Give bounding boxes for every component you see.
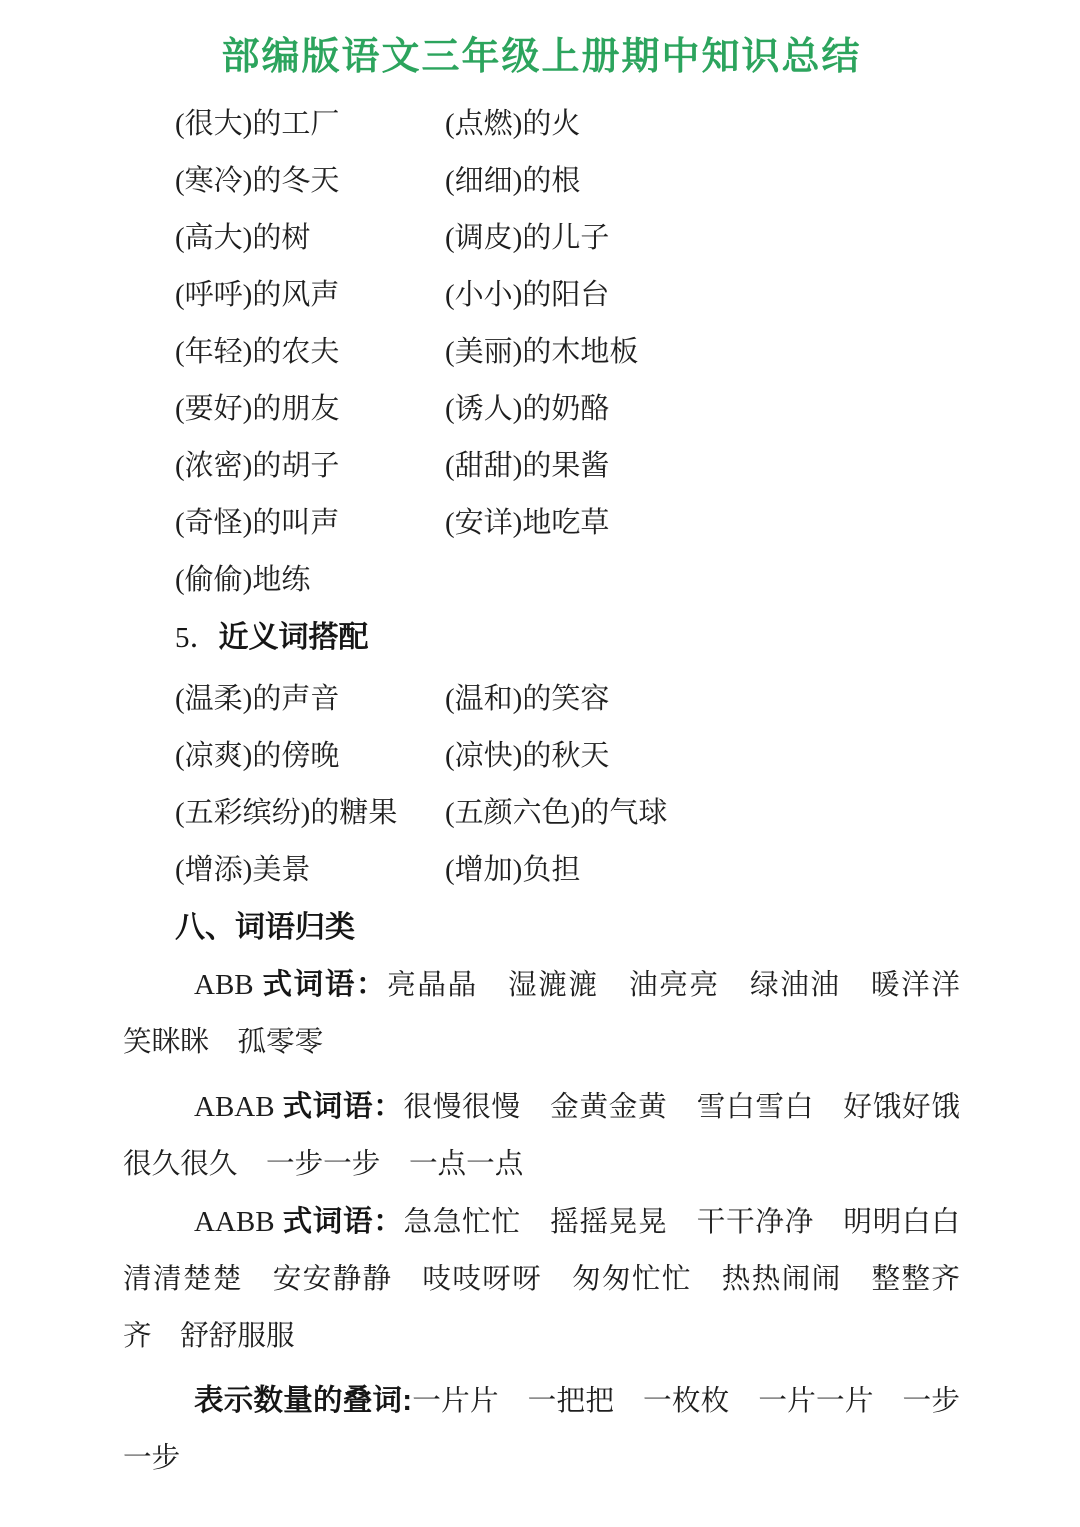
pair-row [123,267,960,324]
words-line: 一片片 一把把 一枚枚 一片一片 一步 [412,1386,960,1417]
pair-right: (美丽)的木地板 [445,336,639,368]
paragraph-line [123,1078,960,1136]
pair-row [123,210,960,267]
pair-list-1 [123,96,960,609]
words-line: 很慢很慢 金黄金黄 雪白雪白 好饿好饿 [403,1092,960,1123]
pair-left: (年轻)的农夫 [175,336,340,368]
paragraph-line: 笑眯眯 孤零零 [123,1027,324,1058]
pair-left: (五彩缤纷)的糖果 [175,797,398,829]
word-group-abb [123,956,960,1071]
word-group-abab [123,1078,960,1193]
pair-left: (要好)的朋友 [175,393,340,425]
pair-row [123,495,960,552]
pair-right: (诱人)的奶酪 [445,393,610,425]
heading-text: 八、词语归类 [175,911,355,944]
pair-right: (安详)地吃草 [445,507,610,539]
paragraph-line: 一步 [123,1443,181,1474]
page-content [0,34,1080,1487]
pair-row [123,785,960,842]
group-label-cn: 表示数量的叠词: [194,1384,413,1417]
pair-right: (甜甜)的果酱 [445,450,610,482]
word-category-paragraphs [123,956,960,1487]
pair-row [123,842,960,899]
words-line: 急急忙忙 摇摇晃晃 干干净净 明明白白 [403,1207,960,1238]
word-group-aabb [123,1193,960,1365]
group-label-cn: 式词语： [282,1090,404,1123]
pair-right: (温和)的笑容 [445,683,610,715]
pair-right: (点燃)的火 [445,108,581,140]
pair-row [123,552,960,609]
page-title: 部编版语文三年级上册期中知识总结 [221,36,862,78]
pair-left: (浓密)的胡子 [175,450,340,482]
pair-row [123,728,960,785]
words-line: 亮晶晶 湿漉漉 油亮亮 绿油油 暖洋洋 [387,970,960,1001]
paragraph-line [123,1372,960,1430]
pair-row [123,96,960,153]
pair-left: (偷偷)地练 [175,564,311,596]
heading-text: 近义词搭配 [218,621,369,654]
pair-list-2 [123,671,960,899]
group-label-latin: ABAB [194,1091,283,1123]
pair-row [123,324,960,381]
paragraph-line: 齐 舒舒服服 [123,1321,295,1352]
pair-right: (调皮)的儿子 [445,222,610,254]
group-label-latin: AABB [194,1206,283,1238]
pair-row [123,153,960,210]
pair-left: (增添)美景 [175,854,311,886]
pair-left: (温柔)的声音 [175,683,340,715]
paragraph-line [123,1193,960,1251]
paragraph-line: 清清楚楚 安安静静 吱吱呀呀 匆匆忙忙 热热闹闹 整整齐 [123,1264,960,1295]
pair-right: (凉快)的秋天 [445,740,610,772]
pair-right: (增加)负担 [445,854,581,886]
pair-right: (小小)的阳台 [445,279,610,311]
pair-row [123,438,960,495]
group-label-cn: 式词语： [262,968,388,1001]
heading-synonym-pairs [123,609,960,666]
pair-left: (奇怪)的叫声 [175,507,340,539]
pair-left: (很大)的工厂 [175,108,340,140]
group-label-cn: 式词语： [282,1205,404,1238]
pair-right: (细细)的根 [445,165,581,197]
pair-left: (呼呼)的风声 [175,279,340,311]
paragraph-line [123,956,960,1014]
word-group-quantity-reduplication [123,1372,960,1487]
heading-number: 5． [175,622,219,654]
pair-left: (高大)的树 [175,222,311,254]
pair-right: (五颜六色)的气球 [445,797,668,829]
pair-left: (凉爽)的傍晚 [175,740,340,772]
pair-row [123,671,960,728]
heading-word-categories [123,899,960,956]
pair-row [123,381,960,438]
pair-left: (寒冷)的冬天 [175,165,340,197]
paragraph-line: 很久很久 一步一步 一点一点 [123,1149,524,1180]
group-label-latin: ABB [194,969,263,1001]
